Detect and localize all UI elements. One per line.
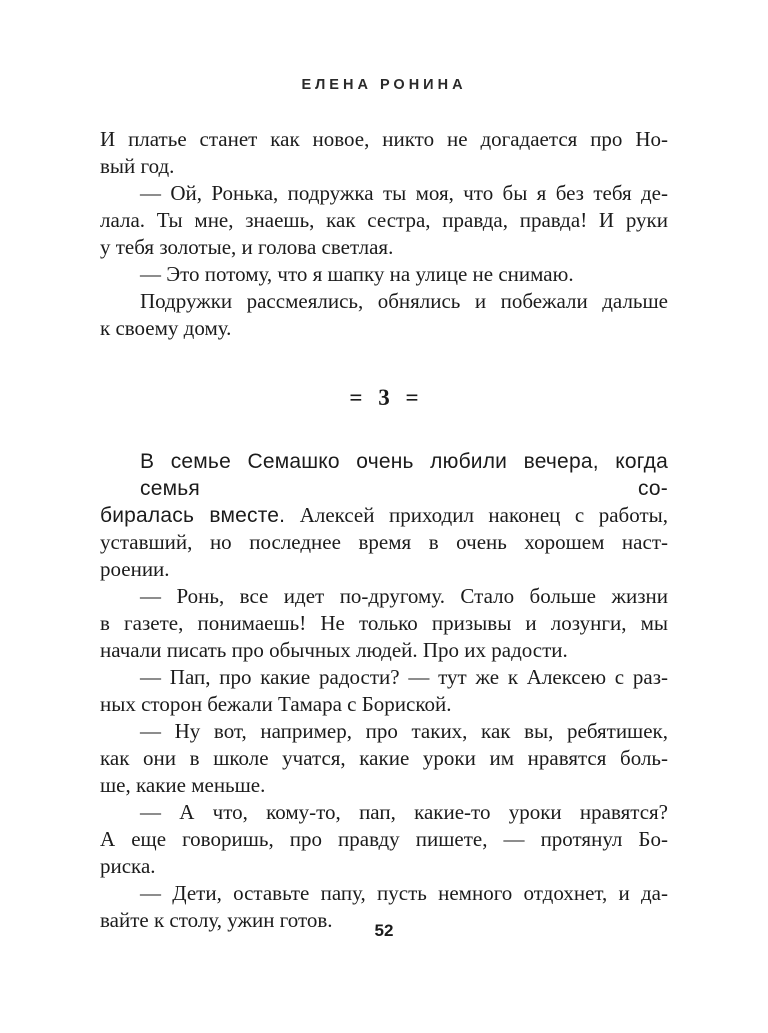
text-line	[100, 880, 668, 907]
text-line	[100, 556, 668, 583]
text-segment: биралась вместе.	[100, 504, 286, 527]
text-segment: И платье станет как новое, никто не догадается про Но-	[100, 127, 668, 151]
text-line	[100, 261, 668, 288]
text-segment: к своему дому.	[100, 316, 232, 340]
text-segment: — Ронь, все идет по-другому. Стало больше жизни	[140, 584, 668, 608]
text-line	[100, 772, 668, 799]
text-segment: Алексей приходил наконец с работы,	[285, 503, 668, 527]
paragraph	[100, 583, 668, 664]
paragraph	[100, 261, 668, 288]
text-segment: в газете, понимаешь! Не только призывы и лозунги, мы	[100, 611, 668, 635]
text-segment: уставший, но последнее время в очень хорошем наст-	[100, 530, 668, 554]
text-line	[100, 234, 668, 261]
text-segment: как они в школе учатся, какие уроки им нравятся боль-	[100, 746, 668, 770]
text-segment: риска.	[100, 854, 156, 878]
paragraph	[100, 126, 668, 180]
text-line	[100, 288, 668, 315]
text-line	[100, 664, 668, 691]
page-number: 52	[374, 921, 394, 940]
paragraph	[100, 288, 668, 342]
text-line	[100, 610, 668, 637]
text-line	[100, 718, 668, 745]
paragraph	[100, 799, 668, 880]
text-line	[100, 315, 668, 342]
text-segment: у тебя золотые, и голова светлая.	[100, 235, 394, 259]
section-break: = 3 =	[349, 385, 419, 410]
text-line	[100, 529, 668, 556]
text-segment: лала. Ты мне, знаешь, как сестра, правда, правда! И руки	[100, 208, 668, 232]
text-line	[100, 637, 668, 664]
text-segment: В семье Семашко очень любили вечера, когда семья со-	[140, 450, 668, 500]
text-segment: начали писать про обычных людей. Про их радости.	[100, 638, 568, 662]
text-body	[100, 126, 668, 934]
text-segment: А еще говоришь, про правду пишете, — протянул Бо-	[100, 827, 668, 851]
paragraph	[100, 180, 668, 261]
text-segment: — А что, кому-то, пап, какие-то уроки нравятся?	[140, 800, 668, 824]
paragraph	[100, 664, 668, 718]
text-line	[100, 502, 668, 529]
text-line	[100, 853, 668, 880]
text-line	[100, 691, 668, 718]
text-segment: ше, какие меньше.	[100, 773, 266, 797]
paragraph	[100, 718, 668, 799]
text-segment: — Это потому, что я шапку на улице не снимаю.	[140, 262, 574, 286]
running-header-author: ЕЛЕНА РОНИНА	[301, 77, 467, 93]
text-line	[100, 448, 668, 502]
text-line	[100, 826, 668, 853]
text-segment: — Дети, оставьте папу, пусть немного отдохнет, и да-	[140, 881, 668, 905]
text-line	[100, 126, 668, 153]
text-line	[100, 745, 668, 772]
text-line	[100, 583, 668, 610]
text-segment: — Ну вот, например, про таких, как вы, ребятишек,	[140, 719, 668, 743]
text-segment: роении.	[100, 557, 170, 581]
text-line	[100, 799, 668, 826]
text-segment: ных сторон бежали Тамара с Бориской.	[100, 692, 452, 716]
text-segment: — Ой, Ронька, подружка ты моя, что бы я без тебя де-	[140, 181, 668, 205]
text-line	[100, 180, 668, 207]
paragraph	[100, 448, 668, 583]
text-segment: Подружки рассмеялись, обнялись и побежали дальше	[140, 289, 668, 313]
text-line	[100, 207, 668, 234]
text-segment: — Пап, про какие радости? — тут же к Алексею с раз-	[140, 665, 668, 689]
text-segment: вайте к столу, ужин готов.	[100, 908, 333, 932]
text-segment: вый год.	[100, 154, 175, 178]
text-line	[100, 153, 668, 180]
